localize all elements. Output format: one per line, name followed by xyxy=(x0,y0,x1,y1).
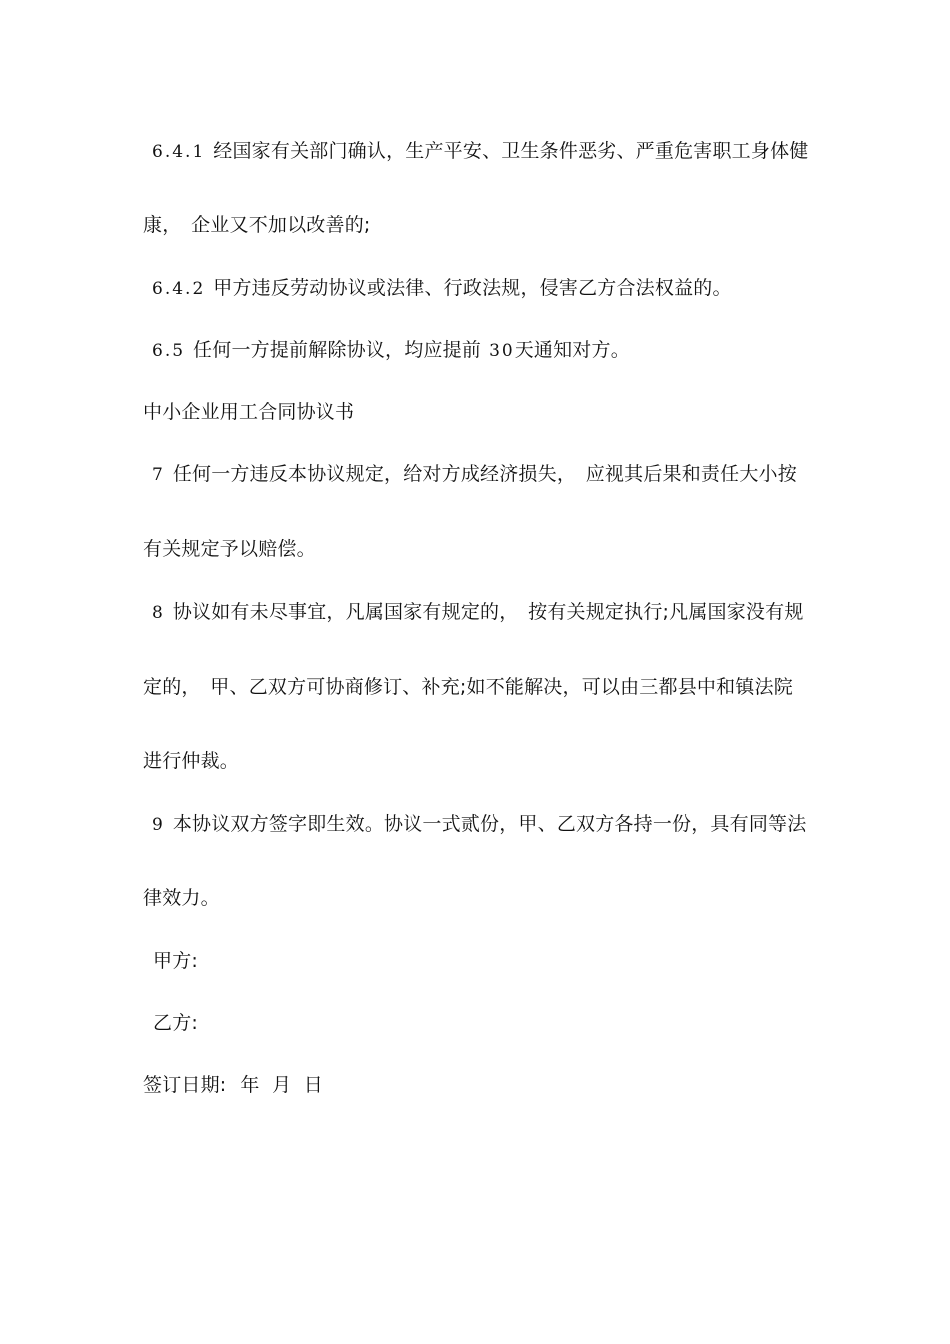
clause-number: 8 xyxy=(152,603,165,623)
sign-date-value: 年 月 日 xyxy=(240,1074,323,1096)
clause-text: 任何一方违反本协议规定，给对方成经济损失， 应视其后果和责任大小按 xyxy=(172,463,797,485)
clause-text: 经国家有关部门确认，生产平安、卫生条件恶劣、严重危害职工身体健 xyxy=(213,140,809,162)
clause-8-line-2: 定的， 甲、乙双方可协商修订、补充;如不能解决，可以由三都县中和镇法院 xyxy=(143,676,793,698)
party-a-label: 甲方: xyxy=(153,950,199,972)
clause-number: 6.5 xyxy=(152,341,186,361)
section-heading: 中小企业用工合同协议书 xyxy=(143,401,355,423)
clause-9-line-2: 律效力。 xyxy=(143,887,220,909)
party-b-label: 乙方: xyxy=(153,1012,199,1034)
clause-6-4-1-line-2: 康， 企业又不加以改善的; xyxy=(143,214,371,236)
clause-text: 甲方违反劳动协议或法律、行政法规，侵害乙方合法权益的。 xyxy=(213,277,732,299)
clause-9-line-1 xyxy=(152,812,806,837)
clause-7-line-1 xyxy=(152,462,797,487)
clause-number: 7 xyxy=(152,465,165,485)
clause-text: 本协议双方签字即生效。协议一式贰份，甲、乙双方各持一份，具有同等法 xyxy=(172,813,807,835)
clause-text: 协议如有未尽事宜，凡属国家有规定的， 按有关规定执行;凡属国家没有规 xyxy=(172,601,804,623)
clause-6-5 xyxy=(152,338,630,363)
clause-number: 9 xyxy=(152,815,165,835)
clause-6-4-2 xyxy=(152,276,732,301)
sign-date xyxy=(143,1073,323,1097)
clause-6-4-1-line-1 xyxy=(152,139,808,164)
clause-text: 任何一方提前解除协议，均应提前 xyxy=(193,339,482,361)
sign-date-label: 签订日期: xyxy=(143,1074,227,1096)
clause-8-line-3: 进行仲裁。 xyxy=(143,750,240,772)
clause-8-line-1 xyxy=(152,600,804,625)
days-number: 30 xyxy=(489,341,515,361)
clause-text-after: 天通知对方。 xyxy=(514,339,630,361)
clause-number: 6.4.1 xyxy=(152,142,206,162)
clause-7-line-2: 有关规定予以赔偿。 xyxy=(143,538,316,560)
clause-number: 6.4.2 xyxy=(152,279,206,299)
